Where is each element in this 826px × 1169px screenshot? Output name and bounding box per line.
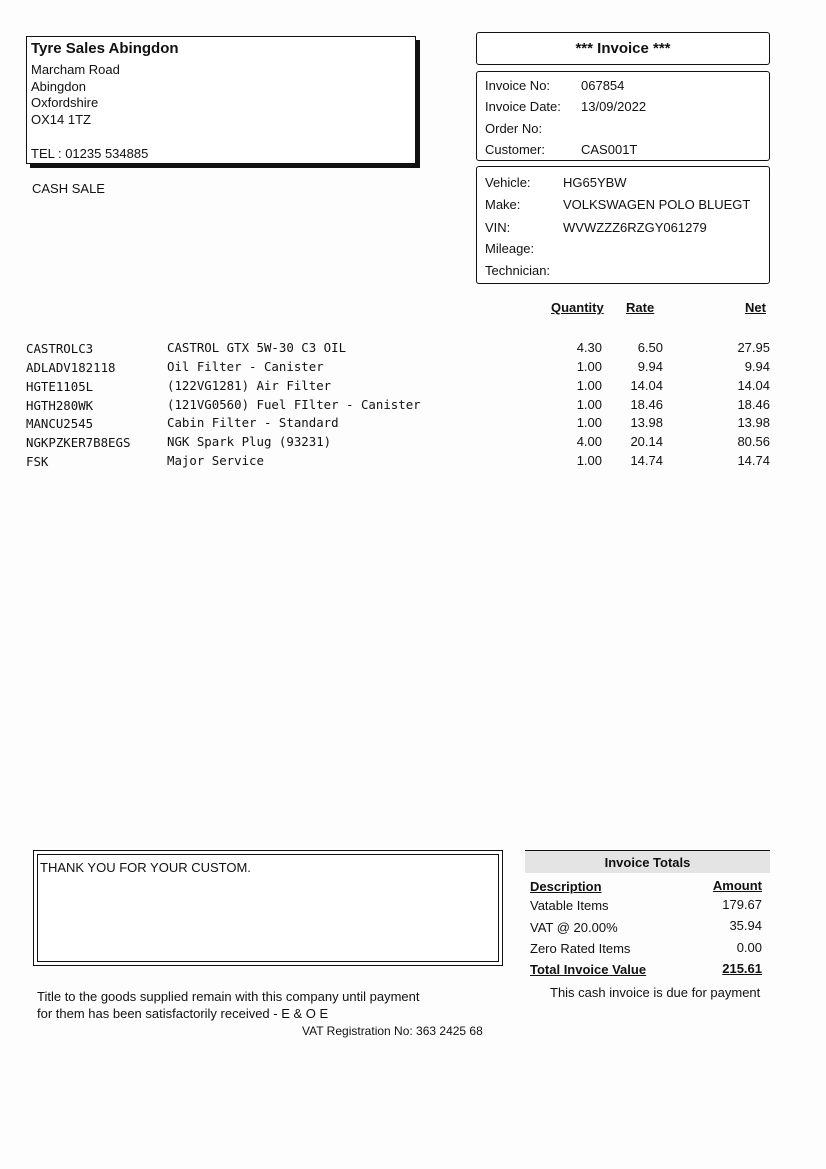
terms-text — [37, 988, 477, 1022]
vat-registration: VAT Registration No: 363 2425 68 — [302, 1024, 483, 1038]
vatable-items-label: Vatable Items — [530, 898, 609, 913]
make-value: VOLKSWAGEN POLO BLUEGT — [563, 197, 751, 212]
item-code: ADLADV182118 — [26, 360, 116, 375]
invoice-info-box — [476, 71, 770, 161]
invoice-date-value: 13/09/2022 — [581, 99, 647, 114]
sale-type: CASH SALE — [32, 181, 105, 196]
item-net: 9.94 — [744, 359, 770, 374]
item-code: FSK — [26, 454, 49, 469]
net-header: Net — [745, 300, 766, 315]
quantity-header: Quantity — [551, 300, 604, 315]
item-code: HGTE1105L — [26, 379, 94, 394]
item-rate: 18.46 — [630, 397, 663, 412]
amount-header: Amount — [712, 878, 762, 893]
invoice-no-label: Invoice No: — [485, 78, 551, 93]
address-line-2: Abingdon — [31, 79, 86, 94]
item-code: MANCU2545 — [26, 416, 94, 431]
total-invoice-amount: 215.61 — [722, 961, 762, 976]
item-rate: 14.04 — [630, 378, 663, 393]
item-code: HGTH280WK — [26, 398, 94, 413]
payment-due-note: This cash invoice is due for payment — [550, 985, 761, 1000]
item-net: 27.95 — [737, 340, 770, 355]
address-line-1: Marcham Road — [31, 62, 120, 77]
item-net: 14.04 — [737, 378, 770, 393]
item-description: Major Service — [167, 453, 264, 468]
company-name: Tyre Sales Abingdon — [31, 40, 179, 57]
item-rate: 6.50 — [637, 340, 663, 355]
item-net: 13.98 — [737, 415, 770, 430]
company-box — [26, 36, 416, 164]
item-quantity: 1.00 — [576, 453, 602, 468]
terms-line-1: Title to the goods supplied remain with this company until payment — [37, 989, 420, 1004]
vehicle-info-box — [476, 166, 770, 284]
item-quantity: 4.00 — [576, 434, 602, 449]
customer-value: CAS001T — [581, 142, 638, 157]
technician-label: Technician: — [485, 263, 551, 278]
zero-rated-label: Zero Rated Items — [530, 941, 631, 956]
item-net: 80.56 — [737, 434, 770, 449]
address-line-4: OX14 1TZ — [31, 112, 91, 127]
item-rate: 13.98 — [630, 415, 663, 430]
vat-label: VAT @ 20.00% — [530, 920, 618, 935]
make-label: Make: — [485, 197, 521, 212]
item-quantity: 1.00 — [576, 359, 602, 374]
thank-you-box — [33, 850, 503, 966]
invoice-title: *** Invoice *** — [476, 32, 770, 65]
item-code: NGKPZKER7B8EGS — [26, 435, 131, 450]
item-quantity: 4.30 — [576, 340, 602, 355]
thank-you-text: THANK YOU FOR YOUR CUSTOM. — [40, 860, 251, 875]
terms-line-2: for them has been satisfactorily received - E & O E — [37, 1006, 329, 1021]
item-code: CASTROLC3 — [26, 341, 94, 356]
order-no-label: Order No: — [485, 121, 543, 136]
item-quantity: 1.00 — [576, 415, 602, 430]
vin-value: WVWZZZ6RZGY061279 — [563, 220, 707, 235]
item-rate: 14.74 — [630, 453, 663, 468]
item-description: Cabin Filter - Standard — [167, 415, 339, 430]
address-line-3: Oxfordshire — [31, 95, 99, 110]
rate-header: Rate — [626, 300, 655, 315]
item-net: 14.74 — [737, 453, 770, 468]
item-description: CASTROL GTX 5W-30 C3 OIL — [167, 340, 347, 355]
vehicle-label: Vehicle: — [485, 175, 531, 190]
mileage-label: Mileage: — [485, 241, 535, 256]
item-description: Oil Filter - Canister — [167, 359, 324, 374]
invoice-date-label: Invoice Date: — [485, 99, 561, 114]
item-rate: 9.94 — [637, 359, 663, 374]
item-description: (121VG0560) Fuel FIlter - Canister — [167, 397, 421, 412]
invoice-no-value: 067854 — [581, 78, 625, 93]
item-quantity: 1.00 — [576, 378, 602, 393]
item-quantity: 1.00 — [576, 397, 602, 412]
item-net: 18.46 — [737, 397, 770, 412]
item-description: (122VG1281) Air Filter — [167, 378, 332, 393]
vatable-items-amount: 179.67 — [722, 897, 762, 912]
customer-label: Customer: — [485, 142, 545, 157]
description-header: Description — [530, 879, 602, 894]
company-tel: TEL : 01235 534885 — [31, 146, 149, 161]
totals-title: Invoice Totals — [604, 855, 691, 870]
item-description: NGK Spark Plug (93231) — [167, 434, 332, 449]
item-rate: 20.14 — [630, 434, 663, 449]
thank-you-inner-frame — [37, 854, 499, 962]
vehicle-value: HG65YBW — [563, 175, 627, 190]
vat-amount: 35.94 — [729, 918, 762, 933]
vin-label: VIN: — [485, 220, 511, 235]
zero-rated-amount: 0.00 — [736, 940, 762, 955]
total-invoice-label: Total Invoice Value — [530, 962, 647, 977]
